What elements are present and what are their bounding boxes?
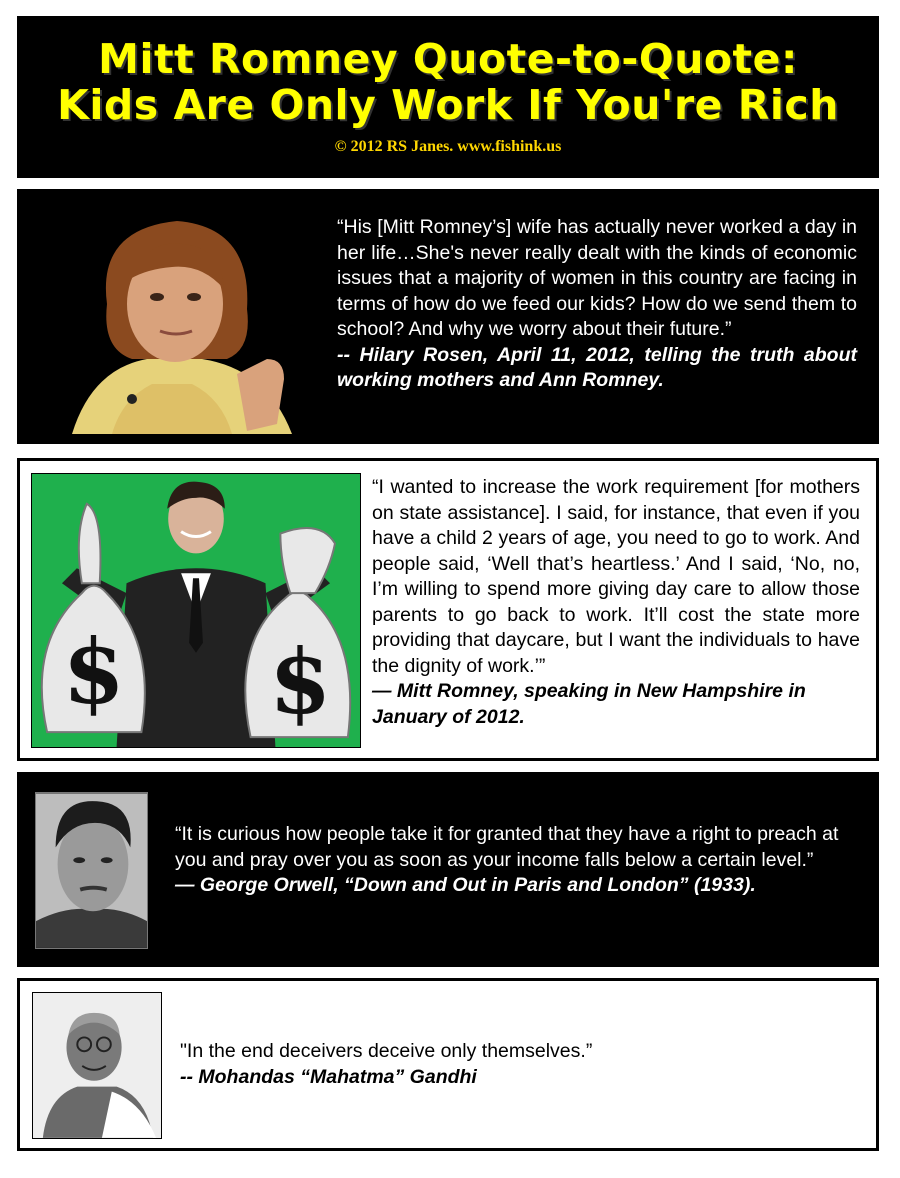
rosen-photo [52,209,297,434]
orwell-quote-text: “It is curious how people take it for granted that they have a right to preach at you and pray over you as soon as your income falls below a certain level.” [175,823,839,871]
quote-panel-orwell [17,772,879,967]
quote-panel-gandhi [17,978,879,1151]
romney-attribution: — Mitt Romney, speaking in New Hampshire in January of 2012. [372,680,806,728]
rosen-quote-text: “His [Mitt Romney’s] wife has actually never worked a day in her life…She's never really dealt with the kinds of economic issues that a majority of women in this country are facing in terms of how do we feed our kids? How do we send them to school? And why we worry about their future.” [337,216,857,340]
orwell-photo [35,792,148,949]
gandhi-photo [32,992,162,1139]
orwell-quote-block [175,822,859,899]
copyright-notice: © 2012 RS Janes. www.fishink.us [334,138,562,155]
page-title-line-1: Mitt Romney Quote-to-Quote: [98,35,798,83]
romney-quote-block [372,475,860,730]
page-title-line-2: Kids Are Only Work If You're Rich [57,81,839,129]
svg-text:$: $ [62,619,125,725]
orwell-attribution: — George Orwell, “Down and Out in Paris and London” (1933). [175,874,756,896]
quote-panel-romney [17,458,879,761]
romney-quote-text: “I wanted to increase the work requirement [for mothers on state assistance]. I said, for instance, that even if you have a child 2 years of age, you need to go to work. And people said, ‘Well that’s heartless.’ And I said, ‘No, no, I’m willing to spend more giving day care to allow those parents to go back to work. It’ll cost the state more providing that daycare, but I want the individuals to have the dignity of work.’” [372,476,860,677]
svg-text:$: $ [269,629,332,735]
gandhi-quote-block [180,1039,860,1090]
romney-money-bags-photo [31,473,361,748]
quote-panel-rosen [17,189,879,444]
rosen-attribution: -- Hilary Rosen, April 11, 2012, telling the truth about working mothers and Ann Romney. [337,343,857,391]
rosen-quote-block [337,215,857,394]
header-banner [17,16,879,178]
gandhi-attribution: -- Mohandas “Mahatma” Gandhi [180,1065,477,1088]
gandhi-quote-text: "In the end deceivers deceive only themselves.” [180,1040,593,1062]
